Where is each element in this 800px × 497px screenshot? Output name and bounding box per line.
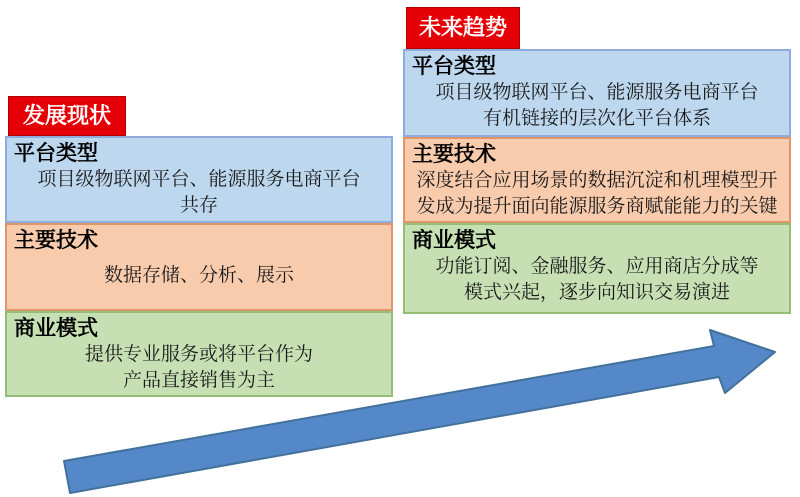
box-body	[412, 80, 782, 131]
future-platform-type-box	[403, 49, 791, 137]
box-body	[412, 254, 782, 305]
box-body	[14, 167, 384, 218]
future-business-model-box	[403, 223, 791, 314]
box-body	[14, 254, 384, 288]
body-line: 项目级物联网平台、能源服务电商平台	[37, 169, 361, 191]
current-business-model-box	[5, 311, 393, 397]
body-line: 数据存储、分析、展示	[103, 265, 294, 287]
current-status-label: 发展现状	[8, 96, 126, 136]
body-line: 深度结合应用场景的数据沉淀和机理模型开	[416, 170, 778, 192]
body-line: 发成为提升面向能源服务商赋能能力的关键	[416, 195, 778, 217]
future-trend-label: 未来趋势	[406, 7, 520, 49]
body-line: 模式兴起，逐步向知识交易演进	[463, 281, 730, 303]
body-line: 提供专业服务或将平台作为	[84, 344, 313, 366]
body-line: 有机链接的层次化平台体系	[482, 107, 711, 129]
current-platform-type-box	[5, 136, 393, 223]
box-body	[14, 342, 384, 393]
box-title: 商业模式	[412, 229, 496, 252]
box-title: 主要技术	[412, 143, 496, 166]
body-line: 功能订阅、金融服务、应用商店分成等	[435, 256, 759, 278]
body-line: 项目级物联网平台、能源服务电商平台	[435, 82, 759, 104]
box-title: 平台类型	[412, 55, 496, 78]
box-body	[412, 168, 782, 219]
future-main-technology-box	[403, 137, 791, 223]
box-title: 平台类型	[14, 142, 98, 165]
current-main-technology-box	[5, 223, 393, 311]
body-line: 产品直接销售为主	[122, 369, 275, 391]
box-title: 主要技术	[14, 229, 98, 252]
box-title: 商业模式	[14, 317, 98, 340]
body-line: 共存	[179, 194, 218, 216]
